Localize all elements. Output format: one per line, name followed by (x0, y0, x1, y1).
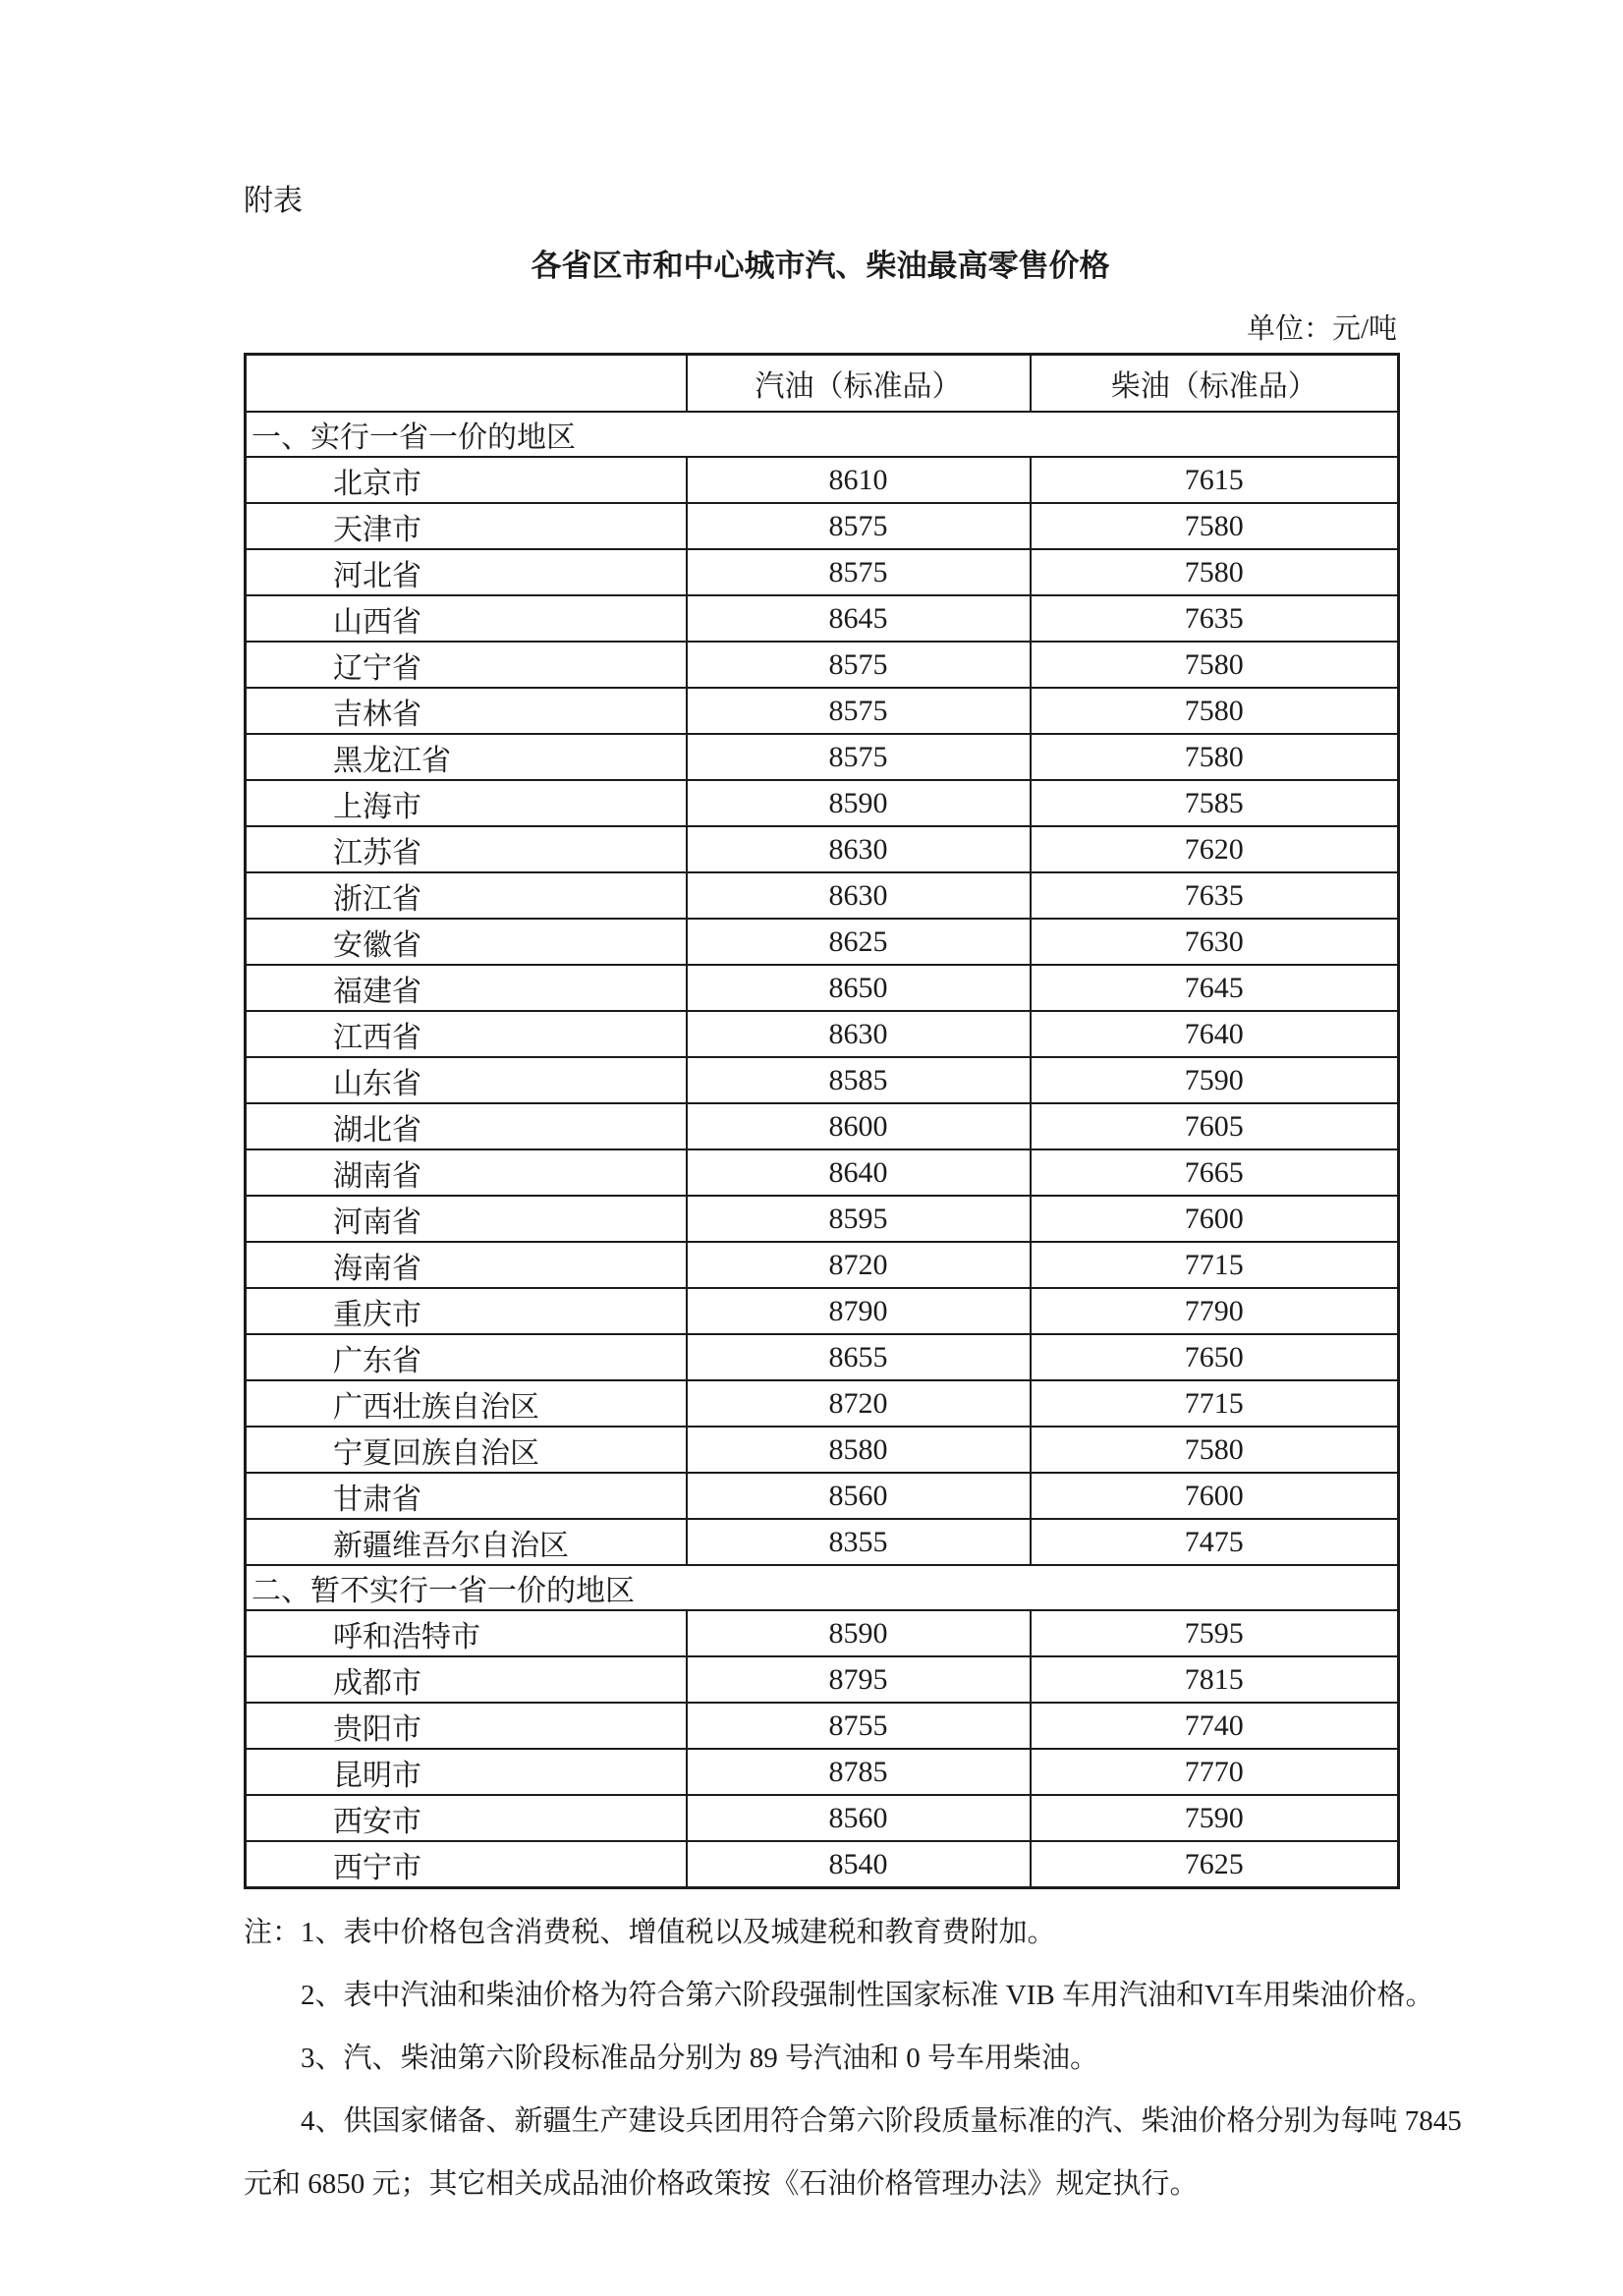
region-cell: 甘肃省 (246, 1473, 687, 1519)
table-row (246, 503, 1399, 549)
table-row (246, 1841, 1399, 1888)
table-row (246, 1242, 1399, 1288)
appendix-label: 附表 (244, 185, 303, 217)
gasoline-price-cell: 8355 (687, 1519, 1031, 1565)
gasoline-price-cell: 8720 (687, 1380, 1031, 1427)
diesel-price-cell: 7635 (1031, 595, 1399, 642)
table-row (246, 642, 1399, 688)
diesel-price-cell: 7590 (1031, 1057, 1399, 1103)
table-row (246, 1380, 1399, 1427)
gasoline-price-cell: 8585 (687, 1057, 1031, 1103)
region-cell: 北京市 (246, 457, 687, 503)
gasoline-price-cell: 8595 (687, 1196, 1031, 1242)
diesel-price-cell: 7615 (1031, 457, 1399, 503)
diesel-price-cell: 7665 (1031, 1149, 1399, 1196)
gasoline-price-cell: 8630 (687, 872, 1031, 919)
diesel-price-cell: 7600 (1031, 1196, 1399, 1242)
note-item: 3、汽、柴油第六阶段标准品分别为 89 号汽油和 0 号车用柴油。 (301, 2043, 1099, 2074)
gasoline-column-header: 汽油（标准品） (687, 355, 1031, 413)
diesel-price-cell: 7625 (1031, 1841, 1399, 1888)
gasoline-price-cell: 8580 (687, 1427, 1031, 1473)
gasoline-price-cell: 8575 (687, 734, 1031, 780)
note-item: 注：1、表中价格包含消费税、增值税以及城建税和教育费附加。 (244, 1917, 1056, 1948)
table-row (246, 1057, 1399, 1103)
region-cell: 吉林省 (246, 688, 687, 734)
region-cell: 湖南省 (246, 1149, 687, 1196)
gasoline-price-cell: 8610 (687, 457, 1031, 503)
diesel-price-cell: 7740 (1031, 1703, 1399, 1749)
gasoline-price-cell: 8645 (687, 595, 1031, 642)
gasoline-price-cell: 8540 (687, 1841, 1031, 1888)
notes-block (244, 1901, 1474, 2215)
price-table (244, 353, 1400, 1889)
section-header-cell: 二、暂不实行一省一价的地区 (246, 1565, 1399, 1610)
gasoline-price-cell: 8655 (687, 1334, 1031, 1380)
table-row (246, 688, 1399, 734)
diesel-price-cell: 7715 (1031, 1380, 1399, 1427)
table-row (246, 1656, 1399, 1703)
table-row (246, 826, 1399, 872)
diesel-price-cell: 7590 (1031, 1795, 1399, 1841)
table-row (246, 1149, 1399, 1196)
diesel-price-cell: 7790 (1031, 1288, 1399, 1334)
table-header-row (246, 355, 1399, 413)
region-cell: 广东省 (246, 1334, 687, 1380)
diesel-price-cell: 7650 (1031, 1334, 1399, 1380)
gasoline-price-cell: 8720 (687, 1242, 1031, 1288)
diesel-price-cell: 7580 (1031, 1427, 1399, 1473)
gasoline-price-cell: 8575 (687, 688, 1031, 734)
region-cell: 上海市 (246, 780, 687, 826)
gasoline-price-cell: 8630 (687, 1011, 1031, 1057)
diesel-price-cell: 7475 (1031, 1519, 1399, 1565)
diesel-price-cell: 7815 (1031, 1656, 1399, 1703)
section-header-row (246, 1565, 1399, 1610)
price-table-body (246, 412, 1399, 1888)
gasoline-price-cell: 8560 (687, 1795, 1031, 1841)
region-cell: 重庆市 (246, 1288, 687, 1334)
diesel-column-header: 柴油（标准品） (1031, 355, 1399, 413)
region-cell: 天津市 (246, 503, 687, 549)
table-row (246, 1427, 1399, 1473)
region-cell: 西安市 (246, 1795, 687, 1841)
region-cell: 呼和浩特市 (246, 1610, 687, 1656)
table-row (246, 549, 1399, 595)
table-row (246, 1610, 1399, 1656)
diesel-price-cell: 7600 (1031, 1473, 1399, 1519)
diesel-price-cell: 7770 (1031, 1749, 1399, 1795)
table-row (246, 1103, 1399, 1149)
table-row (246, 457, 1399, 503)
diesel-price-cell: 7635 (1031, 872, 1399, 919)
page-title: 各省区市和中心城市汽、柴油最高零售价格 (531, 249, 1110, 283)
note-item: 4、供国家储备、新疆生产建设兵团用符合第六阶段质量标准的汽、柴油价格分别为每吨 7845 元和 6850 元；其它相关成品油价格政策按《石油价格管理办法》规定执行。 (244, 2105, 1462, 2200)
region-cell: 安徽省 (246, 919, 687, 965)
region-cell: 新疆维吾尔自治区 (246, 1519, 687, 1565)
region-cell: 海南省 (246, 1242, 687, 1288)
gasoline-price-cell: 8590 (687, 780, 1031, 826)
gasoline-price-cell: 8790 (687, 1288, 1031, 1334)
diesel-price-cell: 7620 (1031, 826, 1399, 872)
region-cell: 黑龙江省 (246, 734, 687, 780)
gasoline-price-cell: 8650 (687, 965, 1031, 1011)
table-row (246, 595, 1399, 642)
gasoline-price-cell: 8785 (687, 1749, 1031, 1795)
diesel-price-cell: 7580 (1031, 503, 1399, 549)
diesel-price-cell: 7630 (1031, 919, 1399, 965)
region-cell: 辽宁省 (246, 642, 687, 688)
region-cell: 江西省 (246, 1011, 687, 1057)
gasoline-price-cell: 8575 (687, 642, 1031, 688)
diesel-price-cell: 7605 (1031, 1103, 1399, 1149)
section-header-row (246, 412, 1399, 457)
gasoline-price-cell: 8640 (687, 1149, 1031, 1196)
region-cell: 福建省 (246, 965, 687, 1011)
region-cell: 宁夏回族自治区 (246, 1427, 687, 1473)
table-row (246, 965, 1399, 1011)
region-cell: 广西壮族自治区 (246, 1380, 687, 1427)
table-row (246, 734, 1399, 780)
section-header-cell: 一、实行一省一价的地区 (246, 412, 1399, 457)
diesel-price-cell: 7585 (1031, 780, 1399, 826)
table-row (246, 1473, 1399, 1519)
note-item: 2、表中汽油和柴油价格为符合第六阶段强制性国家标准 VIB 车用汽油和VI车用柴油价格。 (301, 1980, 1434, 2011)
region-cell: 河北省 (246, 549, 687, 595)
table-row (246, 1519, 1399, 1565)
table-row (246, 1288, 1399, 1334)
region-cell: 江苏省 (246, 826, 687, 872)
region-cell: 湖北省 (246, 1103, 687, 1149)
table-row (246, 1749, 1399, 1795)
diesel-price-cell: 7645 (1031, 965, 1399, 1011)
gasoline-price-cell: 8575 (687, 503, 1031, 549)
region-column-header (246, 355, 687, 413)
region-cell: 河南省 (246, 1196, 687, 1242)
table-row (246, 919, 1399, 965)
diesel-price-cell: 7595 (1031, 1610, 1399, 1656)
gasoline-price-cell: 8795 (687, 1656, 1031, 1703)
table-row (246, 1334, 1399, 1380)
region-cell: 西宁市 (246, 1841, 687, 1888)
table-row (246, 1196, 1399, 1242)
table-row (246, 1703, 1399, 1749)
region-cell: 成都市 (246, 1656, 687, 1703)
table-row (246, 780, 1399, 826)
gasoline-price-cell: 8625 (687, 919, 1031, 965)
diesel-price-cell: 7580 (1031, 642, 1399, 688)
diesel-price-cell: 7715 (1031, 1242, 1399, 1288)
region-cell: 浙江省 (246, 872, 687, 919)
gasoline-price-cell: 8575 (687, 549, 1031, 595)
table-row (246, 872, 1399, 919)
diesel-price-cell: 7640 (1031, 1011, 1399, 1057)
region-cell: 贵阳市 (246, 1703, 687, 1749)
table-row (246, 1795, 1399, 1841)
diesel-price-cell: 7580 (1031, 734, 1399, 780)
table-row (246, 1011, 1399, 1057)
gasoline-price-cell: 8590 (687, 1610, 1031, 1656)
gasoline-price-cell: 8630 (687, 826, 1031, 872)
unit-label: 单位：元/吨 (1246, 313, 1397, 345)
region-cell: 山西省 (246, 595, 687, 642)
gasoline-price-cell: 8755 (687, 1703, 1031, 1749)
diesel-price-cell: 7580 (1031, 688, 1399, 734)
diesel-price-cell: 7580 (1031, 549, 1399, 595)
gasoline-price-cell: 8600 (687, 1103, 1031, 1149)
region-cell: 山东省 (246, 1057, 687, 1103)
region-cell: 昆明市 (246, 1749, 687, 1795)
gasoline-price-cell: 8560 (687, 1473, 1031, 1519)
